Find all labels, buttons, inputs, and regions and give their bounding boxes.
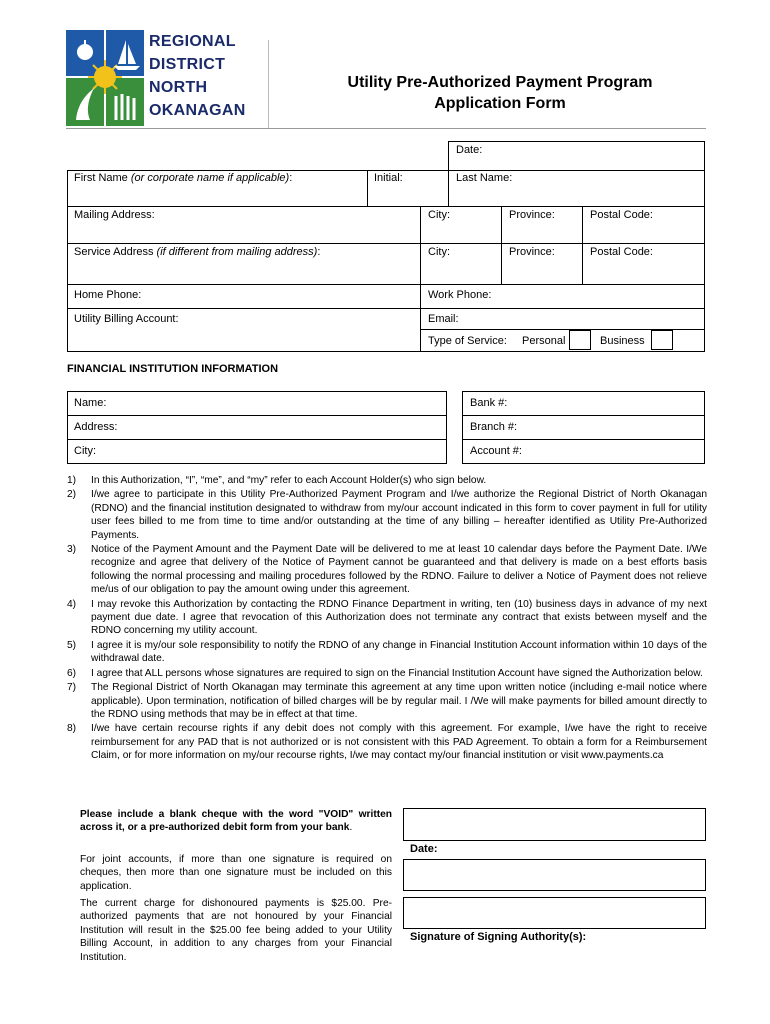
logo-text-line3: NORTH xyxy=(149,79,208,96)
personal-label: Personal xyxy=(522,335,566,347)
signature-field-2[interactable] xyxy=(403,897,706,929)
signature-date-field[interactable] xyxy=(403,808,706,841)
fi-city-label: City: xyxy=(74,445,96,457)
initial-label: Initial: xyxy=(374,172,403,184)
fi-city-field[interactable] xyxy=(67,439,447,464)
billing-account-label: Utility Billing Account: xyxy=(74,313,179,325)
logo-text-line1: REGIONAL xyxy=(149,33,236,50)
term-item: 6) I agree that ALL persons whose signatures are required to sign on the Financial Institution Account have signed the Authorization below. xyxy=(67,667,703,679)
void-cheque-note: Please include a blank cheque with the word "VOID" written across it, or a pre-authorized debit form from your bank. xyxy=(80,809,392,834)
logo-emblem-icon xyxy=(66,30,144,126)
term-item: 8) I/we have certain recourse rights if any debit does not comply with this agreement. For example, I/we have the right to receive reimbursement for any PAD that is not authorized or is not consistent with this PAD Agreement. To obtain a form for a Reimbursement Claim, or for more information on my/our recourse rights, I/we may contact my/our financial institution or visit www.payments.ca xyxy=(67,723,707,762)
terms-list xyxy=(67,474,707,764)
header-rule xyxy=(66,128,706,129)
first-name-label: First Name (or corporate name if applicable): xyxy=(74,172,293,184)
fi-name-field[interactable] xyxy=(67,391,447,416)
term-item: 2) I/we agree to participate in this Utility Pre-Authorized Payment Program and I/we authorize the Regional District of North Okanagan (RDNO) and the financial institution designated to withdraw from my/our account indicated in this form to cover payment in full for utility user fees billed to me from time to time and/or outstanding at the time of any billing – hereafter identified as Utility Pre-Authorized Payments. xyxy=(67,489,707,541)
fi-address-label: Address: xyxy=(74,421,118,433)
home-phone-label: Home Phone: xyxy=(74,289,142,301)
fi-bank-label: Bank #: xyxy=(470,397,508,409)
logo-divider xyxy=(268,40,269,128)
logo-text-line4: OKANAGAN xyxy=(149,102,246,119)
email-label: Email: xyxy=(428,313,459,325)
joint-account-note: For joint accounts, if more than one signature is required on cheques, then more than one signature must be included on this application. xyxy=(80,854,392,892)
fi-name-label: Name: xyxy=(74,397,107,409)
mailing-province-label: Province: xyxy=(509,209,555,221)
business-label: Business xyxy=(600,335,645,347)
term-item: 7) The Regional District of North Okanagan may terminate this agreement at any time upon written notice (including e-mail notice where applicable). Upon termination, notification of billed charges will be by regular mail. I /We will make payments for billed amount directly to the RDNO using methods that may be in effect at that time. xyxy=(67,682,707,720)
service-city-label: City: xyxy=(428,246,450,258)
mailing-city-label: City: xyxy=(428,209,450,221)
work-phone-label: Work Phone: xyxy=(428,289,492,301)
logo-text-line2: DISTRICT xyxy=(149,56,226,73)
dishonoured-charge-note: The current charge for dishonoured payments is $25.00. Pre-authorized payments that are not honoured by your Financial Institution will result in the $25.00 fee being added to your Utility Billing Account, in addition to any charges from your Financial Institution. xyxy=(80,898,392,963)
fi-branch-label: Branch #: xyxy=(470,421,518,433)
service-postal-code-label: Postal Code: xyxy=(590,246,653,258)
service-address-label: Service Address (if different from mailing address): xyxy=(74,246,321,258)
service-province-label: Province: xyxy=(509,246,555,258)
fi-address-field[interactable] xyxy=(67,415,447,440)
date-field[interactable] xyxy=(448,141,705,171)
rdno-logo xyxy=(66,30,144,126)
mailing-address-label: Mailing Address: xyxy=(74,209,155,221)
page-title-line1: Utility Pre-Authorized Payment Program xyxy=(347,74,653,91)
fi-account-label: Account #: xyxy=(470,445,522,457)
term-item: 4) I may revoke this Authorization by contacting the RDNO Finance Department in writing, ten (10) business days in advance of my next payment due date. I agree that revocation of this Authorization does not terminate any contract that exists between myself and the RDNO concerning my utility account. xyxy=(67,598,707,637)
last-name-label: Last Name: xyxy=(456,172,513,184)
term-item: 1) In this Authorization, “I”, “me”, and “my” refer to each Account Holder(s) who sign below. xyxy=(67,475,487,486)
mailing-postal-code-label: Postal Code: xyxy=(590,209,653,221)
signature-date-label: Date: xyxy=(410,843,438,855)
personal-checkbox[interactable] xyxy=(569,330,591,350)
business-checkbox[interactable] xyxy=(651,330,673,350)
page-title-line2: Application Form xyxy=(434,95,566,112)
term-item: 3) Notice of the Payment Amount and the Payment Date will be delivered to me at least 10 calendar days before the Payment Date. I/We recognize and agree that delivery of the Notice of Payment cannot be guaranteed and that delivery is made on a best efforts basis following the normal processing and mailing procedures followed by the RDNO. Failure to deliver a Notice of Payment does not relieve me/us of our obligation to pay the amount owing under this agreement. xyxy=(67,544,707,596)
term-item: 5) I agree it is my/our sole responsibility to notify the RDNO of any change in Financial Institution Account information within 10 days of the withdrawal date. xyxy=(67,639,707,665)
email-field[interactable] xyxy=(420,308,705,330)
signature-label: Signature of Signing Authority(s): xyxy=(410,931,587,943)
date-label: Date: xyxy=(456,144,483,156)
signature-field-1[interactable] xyxy=(403,859,706,891)
financial-heading: FINANCIAL INSTITUTION INFORMATION xyxy=(67,363,279,375)
type-of-service-label: Type of Service: xyxy=(428,335,507,347)
